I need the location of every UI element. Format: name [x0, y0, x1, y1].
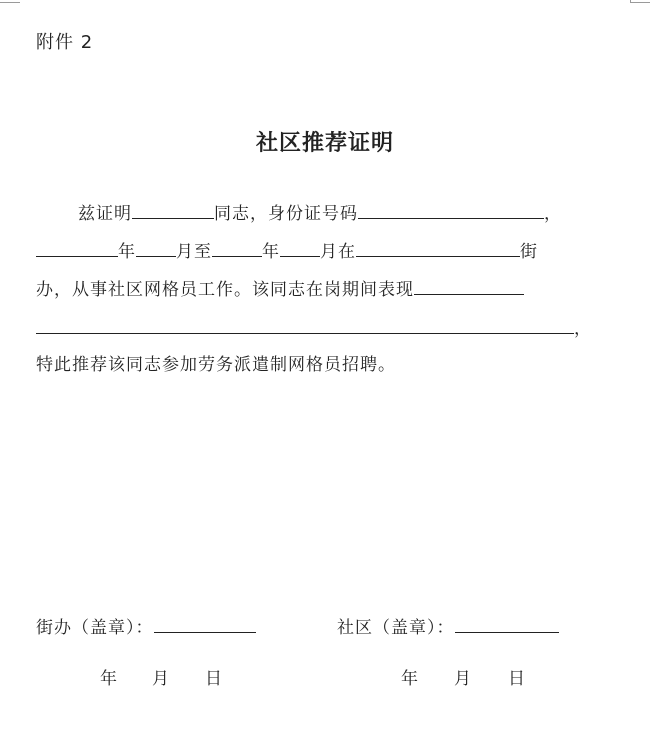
recommendation-text: 特此推荐该同志参加劳务派遣制网格员招聘。 — [36, 355, 396, 375]
left-date-month: 月 — [152, 669, 169, 689]
performance-blank-1[interactable] — [414, 274, 524, 295]
street-office-seal-blank[interactable] — [154, 612, 256, 633]
start-month-blank[interactable] — [136, 236, 176, 257]
community-seal-blank[interactable] — [455, 612, 559, 633]
body-line-1 — [78, 198, 562, 224]
left-date-day: 日 — [205, 669, 222, 689]
end-year-label: 年 — [262, 242, 280, 262]
end-month-blank[interactable] — [280, 236, 320, 257]
line1-comma: ， — [544, 204, 562, 224]
street-office-seal-label: 街办（盖章）： — [36, 618, 154, 638]
right-date-day: 日 — [508, 669, 525, 689]
body-line-4 — [36, 313, 592, 339]
street-office-seal — [36, 612, 256, 638]
start-month-label: 月至 — [176, 242, 212, 262]
end-month-label: 月在 — [320, 242, 356, 262]
page-corner-mark-left — [0, 2, 20, 3]
start-year-blank[interactable] — [36, 236, 118, 257]
attachment-label: 附件 2 — [36, 32, 94, 53]
street-label: 街 — [520, 242, 538, 262]
community-seal — [337, 612, 559, 638]
name-blank[interactable] — [132, 198, 214, 219]
work-description: 办，从事社区网格员工作。该同志在岗期间表现 — [36, 280, 414, 300]
body-line-3 — [36, 274, 524, 300]
end-year-blank[interactable] — [212, 236, 262, 257]
body-line-5 — [36, 350, 396, 375]
signature-dates — [0, 664, 650, 688]
comrade-id-label: 同志，身份证号码 — [214, 204, 358, 224]
community-seal-label: 社区（盖章）： — [337, 618, 455, 638]
page-corner-mark-right — [630, 2, 650, 3]
right-date-year: 年 — [401, 669, 418, 689]
street-name-blank[interactable] — [356, 236, 520, 257]
left-date-year: 年 — [100, 669, 117, 689]
performance-blank-2[interactable] — [36, 313, 574, 334]
id-number-blank[interactable] — [358, 198, 544, 219]
document-title: 社区推荐证明 — [255, 130, 394, 156]
certify-prefix: 兹证明 — [78, 204, 132, 224]
right-date-month: 月 — [454, 669, 471, 689]
body-line-2 — [36, 236, 538, 262]
start-year-label: 年 — [118, 242, 136, 262]
line4-comma: ， — [574, 319, 592, 339]
